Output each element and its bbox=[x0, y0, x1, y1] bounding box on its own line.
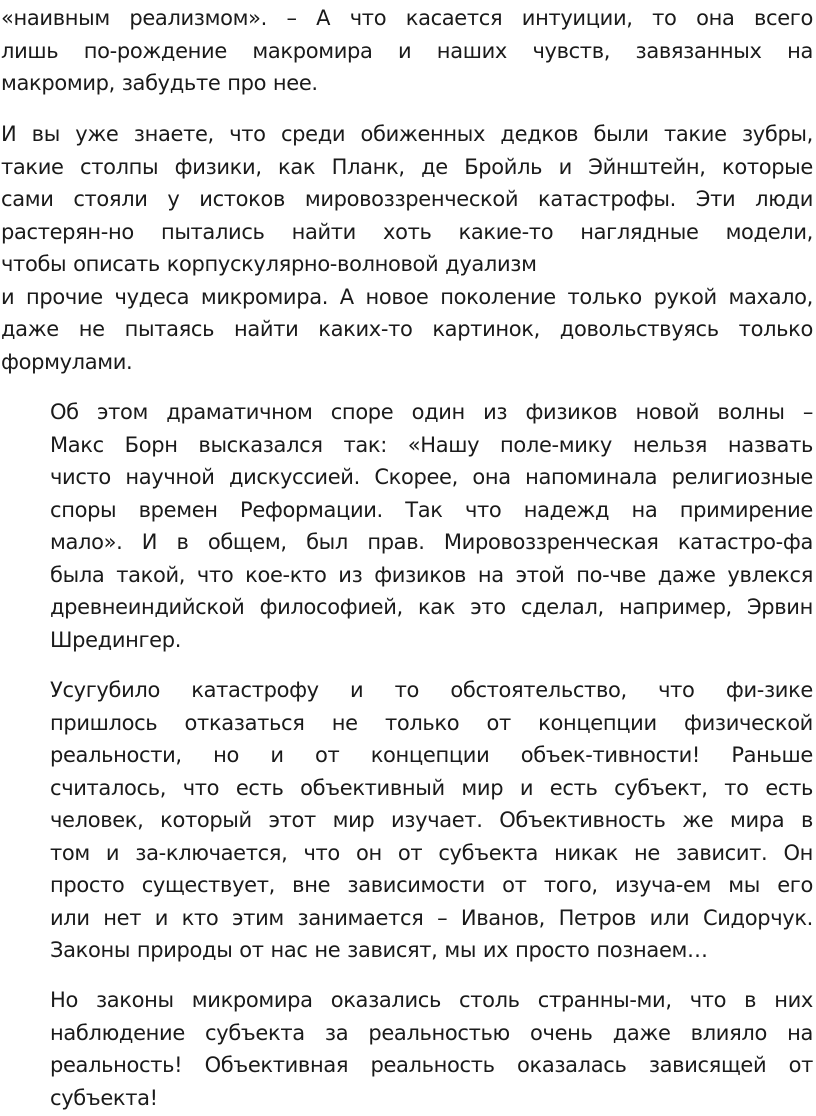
text-line: и прочие чудеса микромира. А новое поколение только рукой махало, bbox=[1, 284, 813, 309]
text-line: растерян-но пытались найти хоть какие-то наглядные модели, bbox=[1, 219, 813, 244]
text-line: или нет и кто этим занимается – Иванов, Петров или Сидорчук. bbox=[50, 905, 813, 930]
text-line: человек, который этот мир изучает. Объективность же мира в bbox=[50, 808, 813, 832]
paragraph-born-quote bbox=[50, 396, 813, 656]
text-line: была такой, что кое-кто из физиков на этой по-чве даже увлекся bbox=[50, 562, 813, 587]
text-line: том и за-ключается, что он от субъекта никак не зависит. Он bbox=[50, 840, 813, 865]
text-line: реальности, но и от концепции объек-тивности! Раньше bbox=[50, 743, 813, 767]
paragraph-naive-realism bbox=[1, 2, 813, 100]
text-line: сами стояли у истоков мировоззренческой катастрофы. Эти люди bbox=[1, 187, 813, 211]
text-line: мало». И в общем, был прав. Мировоззренческая катастро-фа bbox=[50, 530, 813, 554]
text-line: пришлось отказаться не только от концепции физической bbox=[50, 710, 813, 735]
text-line: чисто научной дискуссией. Скорее, она напоминала религиозные bbox=[50, 465, 813, 489]
text-line: Макс Борн высказался так: «Нашу поле-мику нельзя назвать bbox=[50, 432, 813, 457]
text-line: И вы уже знаете, что среди обиженных дедков были такие зубры, bbox=[1, 122, 813, 146]
text-line: Шредингер. bbox=[50, 627, 182, 652]
text-line: чтобы описать корпускулярно-волновой дуализм bbox=[1, 252, 537, 276]
paragraph-old-physicists bbox=[1, 118, 813, 378]
text-line: такие столпы физики, как Планк, де Бройль и Эйнштейн, которые bbox=[1, 154, 813, 179]
text-line: реальность! Объективная реальность оказалась зависящей от bbox=[50, 1053, 813, 1077]
text-line: макромир, забудьте про нее. bbox=[1, 71, 318, 95]
text-line: формулами. bbox=[1, 349, 133, 374]
paragraph-microworld-laws bbox=[50, 984, 813, 1114]
text-line: древнеиндийской философией, как это сделал, например, Эрвин bbox=[50, 595, 813, 619]
text-line: споры времен Реформации. Так что надежд на примирение bbox=[50, 497, 813, 522]
text-line: считалось, что есть объективный мир и есть субъект, то есть bbox=[50, 775, 813, 800]
text-line: субъекта! bbox=[50, 1085, 158, 1110]
text-line: Но законы микромира оказались столь странны-ми, что в них bbox=[50, 988, 813, 1012]
text-line: просто существует, вне зависимости от того, изуча-ем мы его bbox=[50, 873, 813, 897]
paragraph-objectivity bbox=[50, 674, 813, 967]
text-line: Усугубило катастрофу и то обстоятельство, что фи-зике bbox=[50, 678, 813, 702]
text-line: «наивным реализмом». – А что касается интуиции, то она всего bbox=[1, 6, 813, 30]
text-line: Законы природы от нас не зависят, мы их просто познаем… bbox=[50, 938, 708, 962]
text-line: Об этом драматичном споре один из физиков новой волны – bbox=[50, 400, 813, 424]
text-line: наблюдение субъекта за реальностью очень даже влияло на bbox=[50, 1020, 813, 1045]
text-line: лишь по-рождение макромира и наших чувств, завязанных на bbox=[1, 38, 813, 63]
text-line: даже не пытаясь найти каких-то картинок, довольствуясь только bbox=[1, 317, 813, 341]
